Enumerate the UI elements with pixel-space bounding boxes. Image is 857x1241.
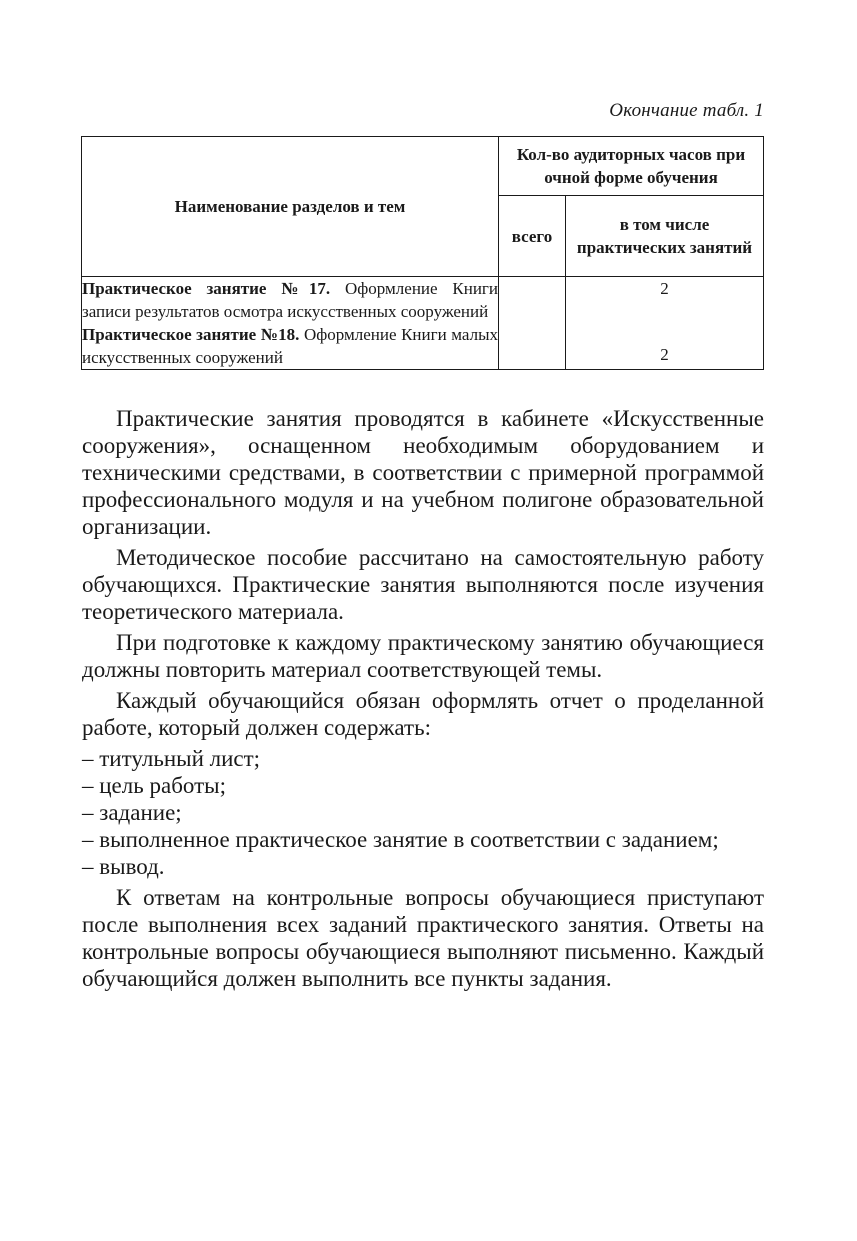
total-cell [499, 277, 566, 370]
topic-17-label: Практическое занятие №17. [82, 279, 331, 298]
header-hours-group: Кол-во аудиторных часов при очной форме обучения [499, 137, 764, 196]
table-header-row [82, 137, 764, 196]
paragraph-lab-info: Практические занятия проводятся в кабинете «Искусственные сооружения», оснащенном необходимым оборудованием и техническими средствами, в соответствии с примерной программой профессионального модуля и на учебном полигоне образовательной организации. [82, 406, 764, 539]
paragraph-preparation: При подготовке к каждому практическому занятию обучающиеся должны повторить материал соответствующей темы. [82, 630, 764, 682]
topics-cell [82, 277, 499, 370]
body-text [82, 405, 764, 996]
table-caption: Окончание табл. 1 [609, 100, 764, 121]
topic-18-label: Практическое занятие №18. [82, 325, 300, 344]
topic-18 [82, 323, 498, 369]
list-item: – титульный лист; [82, 746, 261, 771]
practical-cell [566, 277, 764, 370]
topic-18-practical: 2 [660, 345, 669, 364]
list-item: – задание; [82, 800, 182, 825]
paragraph-manual-purpose: Методическое пособие рассчитано на самостоятельную работу обучающихся. Практические занятия выполняются после изучения теоретического материала. [82, 545, 764, 624]
paragraph-report: Каждый обучающийся обязан оформлять отчет о проделанной работе, который должен содержать: [82, 688, 764, 740]
header-name: Наименование разделов и тем [82, 137, 499, 277]
header-practical: в том числе практических занятий [566, 196, 764, 277]
list-item: – выполненное практическое занятие в соответствии с заданием; [82, 827, 719, 852]
paragraph-control-questions: К ответам на контрольные вопросы обучающиеся приступают после выполнения всех заданий практического занятия. Ответы на контрольные вопросы обучающиеся выполняют письменно. Каждый обучающийся должен выполнить все пункты задания. [82, 885, 764, 991]
topic-17 [82, 277, 498, 323]
list-item: – вывод. [82, 854, 165, 879]
hours-table [81, 136, 764, 370]
table-row [82, 277, 764, 370]
topic-17-text: Оформление Книги записи результатов осмотра искусственных сооружений [82, 279, 498, 321]
topic-18-text: Оформление Книги малых искусственных сооружений [82, 325, 498, 367]
header-total: всего [499, 196, 566, 277]
list-item: – цель работы; [82, 773, 226, 798]
topic-17-practical: 2 [660, 279, 669, 298]
report-contents-list [82, 745, 764, 880]
